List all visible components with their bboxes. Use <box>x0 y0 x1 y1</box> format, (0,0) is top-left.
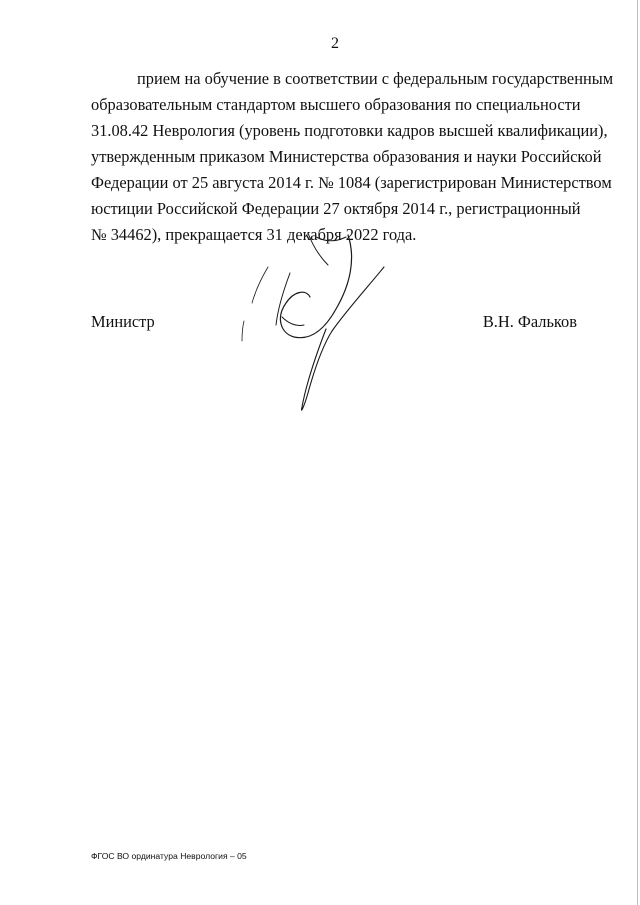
handwritten-signature <box>230 225 400 420</box>
paragraph-line: 31.08.42 Неврология (уровень подготовки кадров высшей квалификации), <box>91 121 608 140</box>
paragraph-line: прием на обучение в соответствии с федеральным государственным <box>137 69 614 88</box>
paragraph-line: Федерации от 25 августа 2014 г. № 1084 (зарегистрирован Министерством <box>91 173 612 192</box>
body-paragraph <box>91 66 614 248</box>
paragraph-line: № 34462), прекращается 31 декабря 2022 года. <box>91 225 417 244</box>
signer-name: В.Н. Фальков <box>482 312 577 331</box>
paragraph-line: юстиции Российской Федерации 27 октября 2014 г., регистрационный <box>91 199 581 218</box>
page-edge <box>637 0 638 905</box>
document-footer: ФГОС ВО ординатура Неврология – 05 <box>91 851 247 861</box>
paragraph-line: образовательным стандартом высшего образования по специальности <box>91 95 581 114</box>
paragraph-line: утвержденным приказом Министерства образования и науки Российской <box>91 147 602 166</box>
signer-title: Министр <box>91 312 155 331</box>
signature-stroke <box>242 267 268 341</box>
signature-stroke <box>301 267 384 410</box>
page-number: 2 <box>331 35 339 52</box>
signature-stroke <box>308 233 346 265</box>
